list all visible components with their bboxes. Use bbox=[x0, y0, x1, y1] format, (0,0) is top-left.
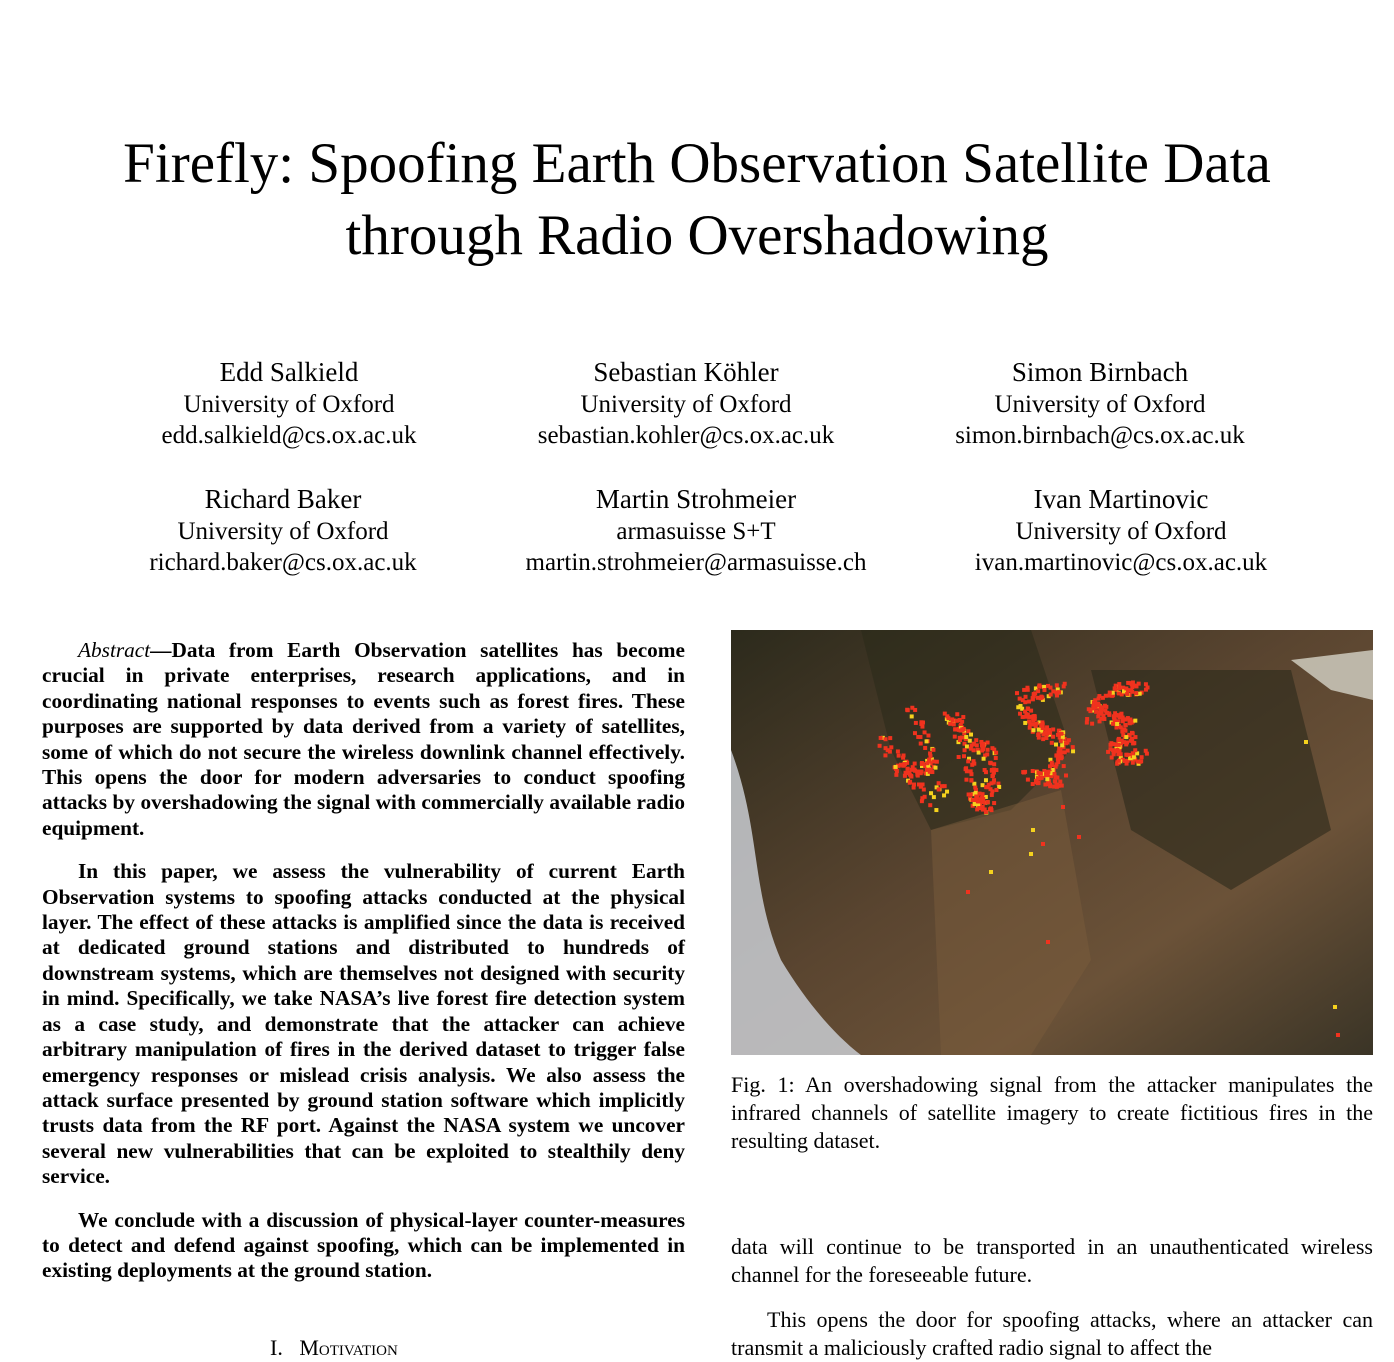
author-email[interactable]: simon.birnbach@cs.ox.ac.uk bbox=[955, 422, 1245, 449]
fire-pixel bbox=[977, 806, 981, 810]
fire-pixel bbox=[973, 786, 977, 790]
fire-pixel bbox=[1125, 692, 1129, 696]
fire-pixel bbox=[1023, 721, 1027, 725]
fire-pixel bbox=[1040, 695, 1044, 699]
fire-pixel bbox=[1046, 940, 1050, 944]
fire-pixel bbox=[1057, 754, 1061, 758]
fire-pixel bbox=[1097, 694, 1101, 698]
fire-pixel bbox=[1041, 842, 1045, 846]
fire-pixel bbox=[1133, 719, 1137, 723]
fire-pixel bbox=[889, 745, 893, 749]
fire-pixel bbox=[1028, 726, 1032, 730]
fire-pixel bbox=[1022, 770, 1026, 774]
fire-pixel bbox=[989, 870, 993, 874]
fire-pixel bbox=[1035, 722, 1039, 726]
fire-pixel bbox=[985, 752, 989, 756]
fire-pixel bbox=[920, 725, 924, 729]
author bbox=[890, 355, 1310, 451]
fire-pixel bbox=[923, 795, 927, 799]
fire-pixel bbox=[1026, 713, 1030, 717]
fire-pixel bbox=[1124, 735, 1128, 739]
fire-pixel bbox=[1046, 684, 1050, 688]
fire-pixel bbox=[1029, 852, 1033, 856]
fire-pixel bbox=[1101, 696, 1105, 700]
fire-pixel bbox=[905, 708, 909, 712]
author-name: Ivan Martinovic bbox=[1033, 484, 1209, 514]
fire-pixel bbox=[1067, 738, 1071, 742]
fire-pixel bbox=[1060, 743, 1064, 747]
fire-pixel bbox=[1055, 683, 1059, 687]
fire-pixel bbox=[896, 749, 900, 753]
abstract-label: Abstract bbox=[78, 638, 151, 662]
fire-pixel bbox=[878, 744, 882, 748]
fire-pixel bbox=[1050, 741, 1054, 745]
abstract-paragraph: We conclude with a discussion of physical-layer counter-measures to detect and defend against spoofing, which can be implemented in existing deployments at the ground station. bbox=[42, 1207, 685, 1283]
fire-pixel bbox=[1336, 1033, 1340, 1037]
author-name: Edd Salkield bbox=[219, 357, 359, 387]
fire-pixel bbox=[1031, 696, 1035, 700]
fire-pixel bbox=[1134, 691, 1138, 695]
fire-pixel bbox=[1117, 743, 1121, 747]
fire-pixel bbox=[942, 793, 946, 797]
author-email[interactable]: sebastian.kohler@cs.ox.ac.uk bbox=[537, 422, 835, 449]
fire-pixel bbox=[986, 785, 990, 789]
fire-pixel bbox=[913, 762, 917, 766]
fire-pixel bbox=[1049, 693, 1053, 697]
fire-pixel bbox=[1116, 752, 1120, 756]
fire-pixel bbox=[1032, 728, 1036, 732]
fire-pixel bbox=[1054, 743, 1058, 747]
fire-pixel bbox=[945, 790, 949, 794]
fire-pixel bbox=[969, 747, 973, 751]
fire-pixel bbox=[908, 780, 912, 784]
fire-pixel bbox=[1037, 728, 1041, 732]
fire-pixel bbox=[1021, 715, 1025, 719]
fire-pixel bbox=[1063, 750, 1067, 754]
fire-pixel bbox=[895, 769, 899, 773]
right-column-paragraph bbox=[731, 1233, 1373, 1289]
fire-pixel bbox=[974, 738, 978, 742]
fire-pixel bbox=[1048, 764, 1052, 768]
abstract-dash: — bbox=[150, 638, 172, 662]
fire-pixel bbox=[1040, 720, 1044, 724]
fire-pixel bbox=[952, 722, 956, 726]
fire-pixel bbox=[1052, 785, 1056, 789]
satellite-image bbox=[731, 630, 1373, 1055]
fire-pixel bbox=[1062, 764, 1066, 768]
fire-pixel bbox=[1090, 722, 1094, 726]
fire-pixel bbox=[884, 737, 888, 741]
fire-pixel bbox=[910, 714, 914, 718]
fire-pixel bbox=[986, 748, 990, 752]
fire-pixel bbox=[1091, 706, 1095, 710]
section-number: I. bbox=[270, 1335, 283, 1360]
fire-pixel bbox=[1125, 762, 1129, 766]
fire-pixel bbox=[1033, 691, 1037, 695]
fire-pixel bbox=[883, 753, 887, 757]
fire-pixel bbox=[1061, 805, 1065, 809]
fire-pixel bbox=[888, 736, 892, 740]
fire-pixel bbox=[1042, 688, 1046, 692]
section-title: Motivation bbox=[299, 1335, 398, 1360]
abstract-text: Data from Earth Observation satellites has become crucial in private enterprises, research applications, and in coordinating national responses to events such as forest fires. These purposes are supported by data derived from a variety of satellites, some of which do not secure the wireless downlink channel effectively. This opens the door for modern adversaries to conduct spoofing attacks by overshadowing the signal with commercially available radio equipment. bbox=[42, 638, 685, 840]
fire-pixel bbox=[1041, 726, 1045, 730]
fire-pixel bbox=[1033, 714, 1037, 718]
fire-pixel bbox=[925, 739, 929, 743]
abstract bbox=[42, 638, 685, 1302]
fire-pixel bbox=[1025, 686, 1029, 690]
fire-pixel bbox=[906, 767, 910, 771]
fire-pixel bbox=[969, 733, 973, 737]
fire-pixel bbox=[1122, 740, 1126, 744]
fire-pixel bbox=[1131, 731, 1135, 735]
fire-pixel bbox=[899, 763, 903, 767]
author bbox=[73, 482, 493, 578]
fire-pixel bbox=[994, 788, 998, 792]
fire-pixel bbox=[1130, 682, 1134, 686]
fire-pixel bbox=[988, 761, 992, 765]
fire-pixel bbox=[1071, 745, 1075, 749]
fire-pixel bbox=[1131, 761, 1135, 765]
fire-pixel bbox=[919, 742, 923, 746]
fire-pixel bbox=[992, 771, 996, 775]
fire-pixel bbox=[894, 765, 898, 769]
fire-pixel bbox=[1123, 729, 1127, 733]
fire-pixel bbox=[1085, 717, 1089, 721]
fire-pixel bbox=[1029, 709, 1033, 713]
author bbox=[911, 482, 1331, 578]
author-name: Simon Birnbach bbox=[1011, 357, 1189, 387]
fire-pixel bbox=[925, 761, 929, 765]
fire-pixel bbox=[888, 750, 892, 754]
fire-pixel bbox=[966, 759, 970, 763]
fire-pixel bbox=[1023, 700, 1027, 704]
fire-pixel bbox=[964, 735, 968, 739]
fire-pixel bbox=[1027, 700, 1031, 704]
fire-pixel bbox=[934, 808, 938, 812]
fire-pixel bbox=[1144, 682, 1148, 686]
fire-pixel bbox=[928, 754, 932, 758]
fire-pixel bbox=[923, 730, 927, 734]
fire-pixel bbox=[903, 762, 907, 766]
fire-pixel bbox=[903, 774, 907, 778]
fire-pixel bbox=[1056, 760, 1060, 764]
fire-pixel bbox=[923, 746, 927, 750]
title-line-1: Firefly: Spoofing Earth Observation Satellite Data bbox=[123, 132, 1271, 195]
fire-pixel bbox=[1117, 759, 1121, 763]
fire-pixel bbox=[929, 791, 933, 795]
author-name: Sebastian Köhler bbox=[593, 357, 779, 387]
fire-pixel bbox=[916, 735, 920, 739]
fire-pixel bbox=[1015, 691, 1019, 695]
fire-pixel bbox=[1055, 691, 1059, 695]
fire-pixel bbox=[1077, 835, 1081, 839]
fire-pixel bbox=[1113, 686, 1117, 690]
fire-pixel bbox=[920, 799, 924, 803]
abstract-paragraph bbox=[42, 638, 685, 841]
fire-pixel bbox=[1053, 779, 1057, 783]
fire-pixel bbox=[1130, 739, 1134, 743]
fire-pixel bbox=[1051, 735, 1055, 739]
fire-pixel bbox=[1117, 682, 1121, 686]
author-name: Martin Strohmeier bbox=[595, 484, 797, 514]
fire-pixel bbox=[1136, 760, 1140, 764]
fire-pixel bbox=[879, 736, 883, 740]
fire-pixel bbox=[912, 786, 916, 790]
fire-pixel bbox=[1132, 755, 1136, 759]
fire-pixel bbox=[984, 770, 988, 774]
fire-pixel bbox=[990, 789, 994, 793]
fire-pixel bbox=[1064, 773, 1068, 777]
fire-pixel bbox=[1138, 692, 1142, 696]
fire-pixel bbox=[1140, 755, 1144, 759]
fire-pixel bbox=[1085, 721, 1089, 725]
fire-pixel bbox=[1060, 784, 1064, 788]
fire-pixel bbox=[931, 760, 935, 764]
fire-pixel bbox=[909, 775, 913, 779]
author bbox=[486, 482, 906, 578]
fire-pixel bbox=[981, 783, 985, 787]
paragraph-text: This opens the door for spoofing attacks, where an attacker can transmit a maliciously crafted radio signal to affect the bbox=[731, 1307, 1373, 1360]
fire-pixel bbox=[964, 778, 968, 782]
fire-pixel bbox=[1113, 718, 1117, 722]
fire-pixel bbox=[974, 795, 978, 799]
fire-pixel bbox=[968, 739, 972, 743]
fire-pixel bbox=[919, 770, 923, 774]
fire-pixel bbox=[1031, 769, 1035, 773]
fire-pixel bbox=[932, 795, 936, 799]
fire-pixel bbox=[951, 718, 955, 722]
fire-pixel bbox=[1034, 779, 1038, 783]
fire-pixel bbox=[969, 779, 973, 783]
fire-pixel bbox=[992, 801, 996, 805]
fire-pixel bbox=[970, 798, 974, 802]
fire-pixel bbox=[970, 763, 974, 767]
fire-pixel bbox=[1059, 732, 1063, 736]
fire-pixel bbox=[1026, 778, 1030, 782]
fire-pixel bbox=[1130, 690, 1134, 694]
fire-pixel bbox=[969, 772, 973, 776]
fire-pixel bbox=[1110, 755, 1114, 759]
section-heading bbox=[270, 1334, 398, 1362]
fire-pixel bbox=[928, 803, 932, 807]
fire-pixel bbox=[960, 727, 964, 731]
fire-pixel bbox=[990, 793, 994, 797]
fire-pixel bbox=[989, 806, 993, 810]
fire-pixel bbox=[926, 734, 930, 738]
author-affiliation: University of Oxford bbox=[183, 391, 395, 418]
fire-pixel bbox=[1130, 721, 1134, 725]
fire-pixel bbox=[1039, 772, 1043, 776]
fire-pixel bbox=[1047, 730, 1051, 734]
fire-pixel bbox=[1109, 747, 1113, 751]
fire-pixel bbox=[1124, 686, 1128, 690]
fire-pixel bbox=[1051, 727, 1055, 731]
fire-pixel bbox=[992, 762, 996, 766]
fire-pixel bbox=[1115, 722, 1119, 726]
fire-pixel bbox=[1071, 749, 1075, 753]
fire-pixel bbox=[990, 774, 994, 778]
fire-pixel bbox=[1125, 753, 1129, 757]
fire-pixel bbox=[901, 756, 905, 760]
fire-pixel bbox=[1062, 684, 1066, 688]
fire-pixel bbox=[1037, 683, 1041, 687]
fire-pixel bbox=[894, 773, 898, 777]
fire-pixel bbox=[945, 714, 949, 718]
fire-pixel bbox=[1124, 723, 1128, 727]
fire-pixel bbox=[1094, 702, 1098, 706]
fire-pixel bbox=[1304, 740, 1308, 744]
fire-pixel bbox=[959, 723, 963, 727]
fire-pixel bbox=[1115, 714, 1119, 718]
paragraph-text: data will continue to be transported in an unauthenticated wireless channel for the foreseeable future. bbox=[731, 1234, 1373, 1287]
fire-pixel bbox=[979, 797, 983, 801]
fire-pixel bbox=[1133, 748, 1137, 752]
fire-pixel bbox=[1053, 775, 1057, 779]
fire-pixel bbox=[1117, 686, 1121, 690]
fire-pixel bbox=[913, 731, 917, 735]
fire-pixel bbox=[1041, 737, 1045, 741]
author-email[interactable]: edd.salkield@cs.ox.ac.uk bbox=[161, 422, 417, 449]
fire-pixel bbox=[1096, 714, 1100, 718]
author-email[interactable]: richard.baker@cs.ox.ac.uk bbox=[149, 549, 417, 576]
fire-pixel bbox=[966, 890, 970, 894]
fire-pixel bbox=[961, 715, 965, 719]
fire-pixel bbox=[1124, 717, 1128, 721]
title-line-2: through Radio Overshadowing bbox=[345, 204, 1049, 267]
figure-caption: Fig. 1: An overshadowing signal from the attacker manipulates the infrared channels of satellite imagery to create fictitious fires in the resulting dataset. bbox=[731, 1072, 1373, 1153]
fire-pixel bbox=[962, 754, 966, 758]
fire-pixel bbox=[990, 746, 994, 750]
fire-pixel bbox=[911, 765, 915, 769]
fire-pixel bbox=[967, 792, 971, 796]
fire-pixel bbox=[1047, 782, 1051, 786]
fire-pixel bbox=[980, 749, 984, 753]
fire-pixel bbox=[982, 744, 986, 748]
author-name: Richard Baker bbox=[204, 484, 362, 514]
right-column-paragraph bbox=[731, 1306, 1373, 1362]
fire-pixel bbox=[1116, 738, 1120, 742]
fire-pixel bbox=[1333, 1005, 1337, 1009]
paper-title bbox=[0, 128, 1394, 272]
author-email[interactable]: ivan.martinovic@cs.ox.ac.uk bbox=[974, 549, 1268, 576]
fire-pixel bbox=[1045, 777, 1049, 781]
fire-pixel bbox=[934, 766, 938, 770]
author-affiliation: armasuisse S+T bbox=[616, 518, 776, 545]
author bbox=[476, 355, 896, 451]
fire-pixel bbox=[937, 787, 941, 791]
author bbox=[79, 355, 499, 451]
fire-pixel bbox=[957, 755, 961, 759]
author-affiliation: University of Oxford bbox=[177, 518, 389, 545]
fire-pixel bbox=[984, 778, 988, 782]
fire-pixel bbox=[953, 727, 957, 731]
fire-pixel bbox=[1137, 682, 1141, 686]
fire-pixel bbox=[960, 736, 964, 740]
fire-pixel bbox=[977, 751, 981, 755]
abstract-paragraph: In this paper, we assess the vulnerability of current Earth Observation systems to spoofing attacks conducted at the physical layer. The effect of these attacks is amplified since the data is received at dedicated ground stations and distributed to hundreds of downstream systems, which are themselves not designed with security in mind. Specifically, we take NASA’s live forest fire detection system as a case study, and demonstrate that the attacker can achieve arbitrary manipulation of fires in the derived dataset to trigger false emergency responses or mislead crisis analysis. We also assess the attack surface presented by ground station software which implicitly trusts data from the RF port. Against the NASA system we uncover several new vulnerabilities that can be exploited to stealthily deny service. bbox=[42, 859, 685, 1189]
fire-pixel bbox=[1037, 736, 1041, 740]
fire-pixel bbox=[919, 784, 923, 788]
fire-pixel bbox=[963, 748, 967, 752]
author-affiliation: University of Oxford bbox=[1015, 518, 1227, 545]
fire-pixel bbox=[975, 743, 979, 747]
fire-pixel bbox=[965, 769, 969, 773]
fire-pixel bbox=[965, 744, 969, 748]
fire-pixel bbox=[994, 751, 998, 755]
author-affiliation: University of Oxford bbox=[994, 391, 1206, 418]
fire-pixel bbox=[955, 712, 959, 716]
fire-pixel bbox=[931, 748, 935, 752]
fire-pixel bbox=[930, 770, 934, 774]
fire-pixel bbox=[1107, 711, 1111, 715]
fire-pixel bbox=[994, 756, 998, 760]
fire-pixel bbox=[1050, 761, 1054, 765]
author-email[interactable]: martin.strohmeier@armasuisse.ch bbox=[525, 549, 867, 576]
figure-satellite-image bbox=[731, 630, 1373, 1055]
fire-pixel bbox=[984, 810, 988, 814]
fire-pixel bbox=[986, 740, 990, 744]
fire-pixel bbox=[1119, 712, 1123, 716]
fire-pixel bbox=[1133, 735, 1137, 739]
fire-pixel bbox=[1144, 749, 1148, 753]
fire-pixel bbox=[914, 721, 918, 725]
fire-pixel bbox=[986, 800, 990, 804]
fire-pixel bbox=[1031, 828, 1035, 832]
fire-pixel bbox=[1109, 743, 1113, 747]
author-affiliation: University of Oxford bbox=[580, 391, 792, 418]
fire-pixel bbox=[922, 788, 926, 792]
fire-pixel bbox=[897, 754, 901, 758]
fire-pixel bbox=[982, 757, 986, 761]
fire-pixel bbox=[1108, 691, 1112, 695]
fire-pixel bbox=[953, 735, 957, 739]
fire-pixel bbox=[913, 708, 917, 712]
fire-pixel bbox=[1059, 739, 1063, 743]
fire-pixel bbox=[992, 781, 996, 785]
fire-pixel bbox=[927, 758, 931, 762]
